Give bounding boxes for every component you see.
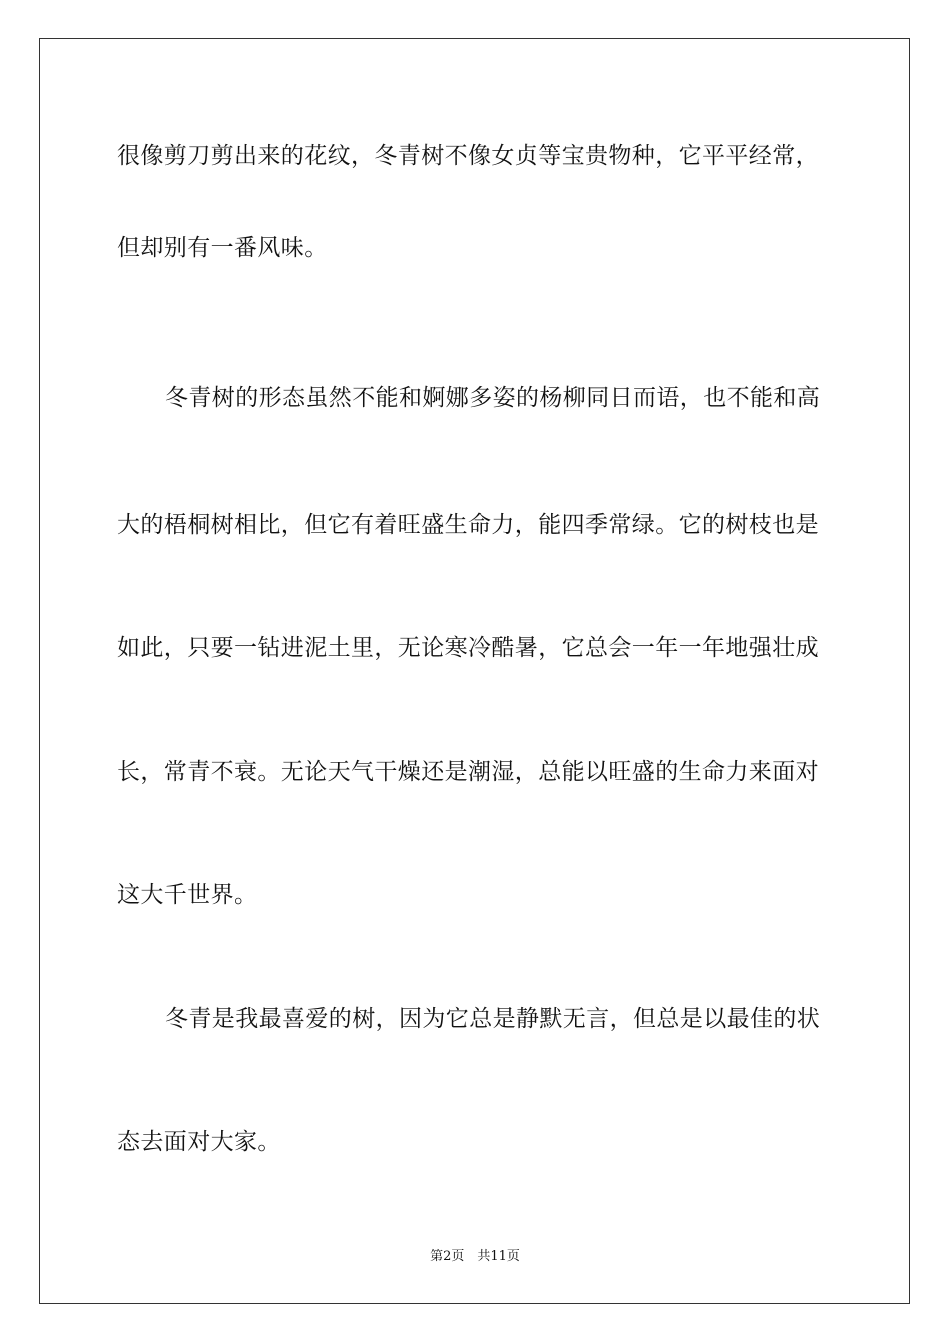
text-line: 长，常青不衰。无论天气干燥还是潮湿，总能以旺盛的生命力来面对 xyxy=(117,759,819,785)
text-line: 但却别有一番风味。 xyxy=(117,235,328,261)
text-line: 很像剪刀剪出来的花纹，冬青树不像女贞等宝贵物种，它平平经常， xyxy=(117,143,819,169)
page-frame xyxy=(39,38,910,1304)
text-line: 如此，只要一钻进泥土里，无论寒冷酷暑，它总会一年一年地强壮成 xyxy=(117,635,819,661)
text-line: 态去面对大家。 xyxy=(117,1129,281,1155)
text-line: 这大千世界。 xyxy=(117,882,258,908)
paragraph-start-line: 冬青树的形态虽然不能和婀娜多姿的杨柳同日而语，也不能和高 xyxy=(165,385,821,411)
text-line: 大的梧桐树相比，但它有着旺盛生命力，能四季常绿。它的树枝也是 xyxy=(117,512,819,538)
paragraph-start-line: 冬青是我最喜爱的树，因为它总是静默无言，但总是以最佳的状 xyxy=(165,1006,821,1032)
page-number-footer: 第2页 共11页 xyxy=(430,1249,520,1264)
